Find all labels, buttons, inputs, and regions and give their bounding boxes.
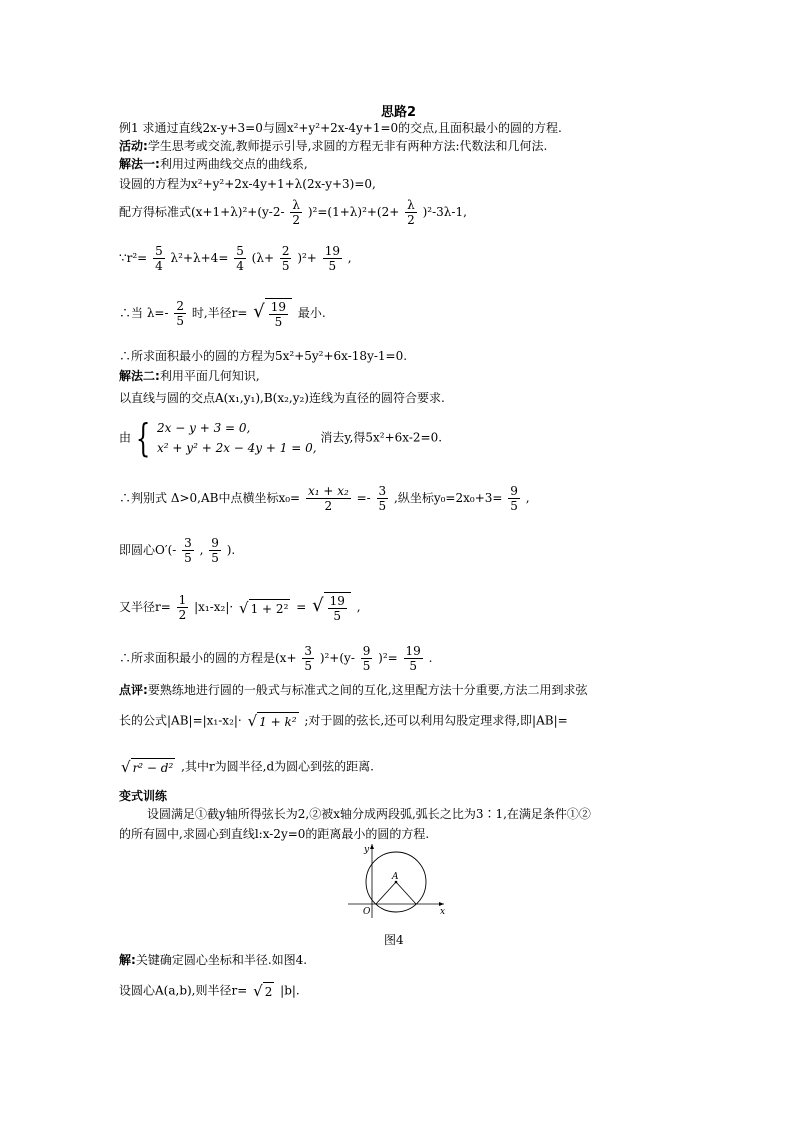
numerator: λ	[292, 198, 301, 212]
denominator: 5	[362, 659, 371, 673]
numerator: 1	[178, 593, 187, 607]
square-root	[253, 298, 292, 329]
minimum-radius-line	[119, 298, 326, 329]
system-line	[119, 418, 442, 458]
denominator: 5	[211, 551, 219, 565]
point-a-label: A	[392, 872, 399, 882]
text-part: (λ+	[251, 251, 275, 265]
text-part: ∴判别式 Δ>0,AB中点横坐标x₀=	[119, 491, 301, 505]
section-title: 思路2	[381, 105, 417, 120]
text-part: 最小.	[297, 306, 326, 320]
fraction	[377, 484, 389, 513]
fraction	[361, 644, 373, 673]
system-equation-2: x² + y² + 2x − 4y + 1 = 0,	[157, 441, 317, 455]
comment-line-3	[119, 758, 374, 776]
activity-text: 学生思考或交流,教师提示引导,求圆的方程无非有两种方法:代数法和几何法.	[147, 139, 548, 153]
text-part: 配方得标准式(x+1+λ)²+(y-2-	[119, 205, 285, 219]
radical-sign: √	[253, 982, 263, 1000]
text-part: ).	[226, 543, 236, 557]
comment-line	[119, 682, 587, 698]
radicand	[265, 298, 292, 329]
method-2-text: 利用平面几何知识,	[159, 369, 260, 383]
x-axis-label: x	[440, 907, 446, 917]
variant-problem-line-1: 设圆满足①截y轴所得弦长为2,②被x轴分成两段弧,弧长之比为3∶1,在满足条件①②	[147, 807, 591, 821]
x-axis-arrow	[439, 902, 444, 906]
numerator: 19	[324, 244, 340, 258]
equation-system	[157, 418, 317, 458]
denominator: 5	[184, 551, 192, 565]
text-part: |b|.	[280, 983, 300, 998]
denominator: 5	[274, 315, 283, 329]
radical-sign: √	[239, 598, 249, 617]
fraction	[508, 484, 520, 513]
text-part: )²+	[297, 251, 317, 265]
figure-caption: 图4	[384, 933, 404, 947]
example-1: 例1 求通过直线2x-y+3=0与圆x²+y²+2x-4y+1=0的交点,且面积最小的圆的方程.	[119, 121, 562, 135]
answer-1: ∴所求面积最小的圆的方程为5x²+5y²+6x-18y-1=0.	[119, 349, 408, 363]
text-part: )²=	[378, 651, 398, 665]
numerator: 19	[405, 644, 421, 658]
comment-text: 要熟练地进行圆的一般式与标准式之间的互化,这里配方法十分重要,方法二用到求弦	[147, 683, 588, 697]
square-root	[312, 592, 351, 623]
discriminant-line	[119, 484, 530, 513]
fraction	[405, 198, 417, 227]
text-part: .	[428, 651, 433, 665]
text-part: 即圆心O′(-	[119, 543, 177, 557]
activity-line	[119, 138, 547, 154]
answer-2-line	[119, 644, 432, 673]
figure-4-diagram	[344, 842, 448, 920]
numerator: 5	[155, 244, 163, 258]
y-axis-arrow	[370, 844, 374, 849]
comment-label: 点评:	[119, 683, 148, 697]
denominator: 5	[304, 659, 312, 673]
comment-line-2	[119, 712, 568, 730]
method-2-line	[119, 368, 260, 384]
square-root	[121, 758, 175, 776]
fraction	[209, 536, 221, 565]
fraction	[404, 644, 423, 673]
radical-sign: √	[121, 758, 131, 776]
denominator: 5	[378, 499, 387, 513]
activity-label: 活动:	[119, 139, 148, 153]
r-squared-line	[119, 244, 352, 273]
center-line	[119, 536, 235, 565]
square-root	[253, 982, 274, 1000]
text-part: ,	[199, 543, 204, 557]
text-part: 又半径r=	[119, 600, 171, 614]
fraction	[153, 244, 165, 273]
radius-line	[119, 592, 361, 623]
numerator: 19	[270, 300, 287, 314]
text-part: )²-3λ-1,	[422, 205, 467, 219]
text-part: ,其中r为圆半径,d为圆心到弦的距离.	[181, 759, 374, 774]
fraction	[290, 198, 302, 227]
radicand: r² − d²	[131, 758, 176, 776]
denominator: 2	[407, 213, 415, 227]
solution-label: 解:	[119, 953, 136, 967]
denominator: 5	[176, 314, 184, 328]
method-2-label: 解法二:	[119, 369, 160, 383]
radical-sign: √	[247, 712, 258, 730]
fraction	[234, 244, 246, 273]
variant-problem-line-2: 的所有圆中,求圆心到直线l:x-2y=0的距离最小的圆的方程.	[119, 827, 430, 841]
radicand	[324, 592, 351, 623]
text-part: ,纵坐标y₀=2x₀+3=	[394, 491, 503, 505]
numerator: 9	[362, 644, 371, 658]
text-part: =	[296, 600, 307, 614]
text-part: ∴当 λ=-	[119, 306, 169, 320]
radical-sign: √	[253, 301, 265, 322]
text-part: ;对于圆的弦长,还可以利用勾股定理求得,即|AB|=	[304, 713, 568, 728]
text-part: 消去y,得5x²+6x-2=0.	[320, 430, 443, 445]
fraction	[302, 644, 314, 673]
fraction	[177, 593, 189, 622]
standard-form-line	[119, 198, 467, 227]
fraction	[280, 244, 292, 273]
y-axis-label: y	[364, 845, 370, 855]
numerator: 2	[176, 299, 184, 313]
numerator: λ	[407, 198, 415, 212]
denominator: 5	[333, 609, 342, 623]
radicand: 2	[263, 982, 275, 1000]
radius-segment-right	[396, 882, 416, 904]
radical-sign: √	[312, 595, 324, 616]
text-part: 由	[119, 430, 132, 445]
solution-text: 关键确定圆心坐标和半径.如图4.	[135, 953, 308, 967]
left-brace: {	[135, 416, 151, 460]
fraction	[174, 299, 186, 328]
text-part: ,	[347, 251, 352, 265]
method-1-label: 解法一:	[119, 157, 160, 171]
square-root	[248, 712, 299, 730]
denominator: 4	[155, 259, 163, 273]
method-1-text: 利用过两曲线交点的曲线系,	[159, 157, 308, 171]
numerator: 3	[184, 536, 192, 550]
center-radius-line	[119, 982, 300, 1000]
fraction	[269, 300, 288, 329]
variant-training-heading: 变式训练	[119, 789, 168, 803]
denominator: 2	[324, 499, 333, 513]
text-part: )²+(y-	[319, 651, 355, 665]
text-part: ,	[525, 491, 530, 505]
numerator: 2	[281, 244, 290, 258]
denominator: 5	[510, 499, 518, 513]
denominator: 5	[281, 259, 290, 273]
text-part: ∵r²=	[119, 251, 148, 265]
origin-label: O	[363, 907, 371, 917]
numerator: 19	[329, 594, 345, 608]
numerator: 9	[510, 484, 518, 498]
denominator: 2	[178, 608, 187, 622]
text-part: |x₁-x₂|·	[194, 600, 234, 614]
set-equation: 设圆的方程为x²+y²+2x-4y+1+λ(2x-y+3)=0,	[119, 177, 376, 191]
radius-segment-left	[376, 882, 396, 904]
square-root	[239, 599, 290, 617]
denominator: 2	[292, 213, 301, 227]
radicand: 1 + 2²	[249, 599, 291, 617]
radicand: 1 + k²	[257, 712, 298, 730]
fraction	[182, 536, 194, 565]
fraction	[306, 484, 351, 513]
system-equation-1: 2x − y + 3 = 0,	[157, 421, 251, 435]
fraction	[328, 594, 347, 623]
numerator: x₁ + x₂	[307, 484, 349, 498]
text-part: 时,半径r=	[191, 306, 248, 320]
solution-line	[119, 952, 307, 968]
denominator: 4	[236, 259, 244, 273]
text-part: 设圆心A(a,b),则半径r=	[119, 983, 248, 998]
ab-diameter-line: 以直线与圆的交点A(x₁,y₁),B(x₂,y₂)连线为直径的圆符合要求.	[119, 391, 445, 405]
text-part: 长的公式|AB|=|x₁-x₂|·	[119, 713, 242, 728]
denominator: 5	[409, 659, 417, 673]
text-part: =-	[356, 491, 371, 505]
numerator: 3	[304, 644, 312, 658]
text-part: ,	[356, 600, 361, 614]
method-1-line	[119, 156, 308, 172]
numerator: 5	[236, 244, 244, 258]
text-part: λ²+λ+4=	[170, 251, 229, 265]
fraction	[323, 244, 342, 273]
text-part: )²=(1+λ)²+(2+	[307, 205, 400, 219]
denominator: 5	[328, 259, 337, 273]
numerator: 9	[211, 536, 219, 550]
text-part: ∴所求面积最小的圆的方程是(x+	[119, 651, 297, 665]
numerator: 3	[378, 484, 387, 498]
